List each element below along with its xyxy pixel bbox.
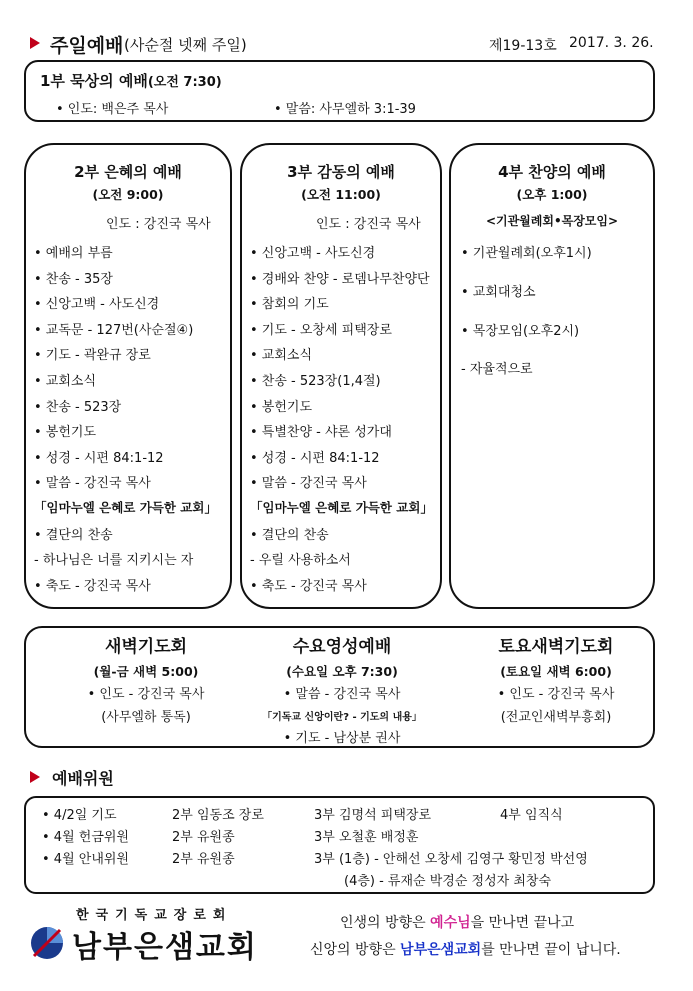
dawn-prayer-title: 새벽기도회 [104,637,188,657]
service2-item: • 찬송 - 523장 [34,399,122,415]
motto-line-2-end: 를 만나면 끝이 납니다. [481,942,621,958]
service2-leader: 인도 : 강진국 목사 [106,217,211,232]
staff-cell: 3부 김명석 피택장로 [314,808,431,823]
staff-box [24,796,655,894]
motto-highlight-church: 남부은샘교회 [400,942,482,958]
service3-item: • 결단의 찬송 [250,527,329,543]
page-title: 주일예배 [50,35,124,57]
service3-item: • 봉헌기도 [250,399,313,415]
meetings-box [24,626,655,748]
service2-box [24,143,232,609]
staff-cell: 4부 임직식 [500,808,563,823]
service2-item: • 찬송 - 35장 [34,271,113,287]
staff-bullet-icon [30,771,40,783]
service2-item: • 교독문 - 127번(사순절④) [34,322,194,338]
service4-box [449,143,655,609]
staff-cell: • 4월 헌금위원 [42,830,129,845]
dawn-prayer-leader: • 인도 - 강진국 목사 [87,687,205,702]
service2-item: • 말씀 - 강진국 목사 [34,476,151,492]
service3-item: • 찬송 - 523장(1,4절) [250,374,381,389]
service4-item: • 교회대청소 [461,285,536,300]
service3-item: • 참회의 기도 [250,297,329,313]
church-logo-icon [30,926,64,960]
church-logo [30,926,64,960]
issue-date: 2017. 3. 26. [569,35,654,51]
service3-item: • 신앙고백 - 사도신경 [250,246,376,261]
saturday-prayer-title: 토요새벽기도회 [498,637,614,657]
service4-time: (오후 1:00) [516,187,588,202]
motto-line-1-end: 을 만나면 끝나고 [470,915,575,931]
staff-cell: 3부 오철훈 배정훈 [314,830,419,845]
motto-highlight-jesus: 예수님 [430,915,471,931]
motto-line-1-start: 인생의 방향은 [340,915,431,931]
motto-line-1 [340,912,574,932]
service2-time: (오전 9:00) [92,187,164,202]
wednesday-service-time: (수요일 오후 7:30) [286,664,398,679]
service3-item: 「임마누엘 은혜로 가득한 교회」 [250,500,433,515]
service3-item: • 말씀 - 강진국 목사 [250,476,367,492]
service3-item: • 교회소식 [250,348,313,364]
staff-heading: 예배위원 [52,769,114,788]
service2-item: • 결단의 찬송 [34,527,113,543]
saturday-prayer-time: (토요일 새벽 6:00) [500,664,612,679]
header-bullet-icon [30,37,40,49]
dawn-prayer-time: (월-금 새벽 5:00) [93,664,199,679]
service3-time: (오전 11:00) [301,187,381,202]
service1-box [24,60,655,122]
service4-subtitle: <기관월례회•목장모임> [485,214,619,228]
staff-cell: 3부 (1층) - 안해선 오창세 김영구 황민정 박선영 [314,852,588,867]
saturday-prayer-leader: • 인도 - 강진국 목사 [497,687,615,702]
service3-item: • 축도 - 강진국 목사 [250,578,367,594]
service4-item: - 자율적으로 [461,362,533,377]
staff-cell: • 4/2일 기도 [42,808,117,823]
service2-item: • 신앙고백 - 사도신경 [34,297,160,313]
staff-cell: • 4월 안내위원 [42,852,129,867]
staff-cell: 2부 유원종 [172,830,235,845]
service1-time: (오전 7:30) [147,75,222,90]
service1-heading [40,70,222,91]
service1-scripture: • 말씀: 사무엘하 3:1-39 [274,102,416,117]
service2-item: • 축도 - 강진국 목사 [34,578,151,594]
issue-number: 제19-13호 [489,38,557,54]
service3-item: • 성경 - 시편 84:1-12 [250,450,380,466]
wednesday-service-sermon-title: 「기독교 신앙이란? - 기도의 내용」 [262,712,422,723]
motto-line-2-start: 신앙의 방향은 [310,942,401,958]
wednesday-service-preacher: • 말씀 - 강진국 목사 [283,687,401,702]
service2-item: • 봉헌기도 [34,425,97,441]
church-name: 남부은샘교회 [72,930,258,965]
page-subtitle: (사순절 넷째 주일) [124,36,247,54]
service2-item: • 성경 - 시편 84:1-12 [34,450,164,466]
dawn-prayer-note: (사무엘하 통독) [101,710,191,725]
service3-leader: 인도 : 강진국 목사 [316,217,421,232]
service2-item: • 교회소식 [34,374,97,389]
service2-item: - 하나님은 너를 지키시는 자 [34,553,194,569]
service3-box [240,143,442,609]
motto-line-2 [310,939,621,959]
service1-title: 1부 묵상의 예배 [40,72,148,90]
service4-item: • 목장모임(오후2시) [461,324,580,339]
service3-item: • 특별찬양 - 샤론 성가대 [250,425,392,441]
service3-item: • 경배와 찬양 - 로뎀나무찬양단 [250,271,430,287]
service4-title: 4부 찬양의 예배 [498,163,606,181]
staff-cell: 2부 임동조 장로 [172,808,264,823]
service3-item: • 기도 - 오창세 피택장로 [250,322,392,338]
service3-item: - 우릴 사용하소서 [250,553,351,569]
service4-item: • 기관월례회(오후1시) [461,246,592,261]
wednesday-service-prayer: • 기도 - 남상분 권사 [283,731,401,746]
service2-item: 「임마누엘 은혜로 가득한 교회」 [34,500,217,515]
service2-title: 2부 은혜의 예배 [74,163,182,181]
service3-title: 3부 감동의 예배 [287,163,395,181]
service2-item: • 예배의 부름 [34,246,113,261]
service2-item: • 기도 - 곽완규 장로 [34,348,151,364]
wednesday-service-title: 수요영성예배 [292,637,392,657]
service1-leader: • 인도: 백은주 목사 [56,102,169,117]
denomination-name: 한국기독교장로회 [76,908,233,923]
staff-cell: 2부 유원종 [172,852,235,867]
staff-cell: (4층) - 류재순 박경순 정성자 최창숙 [344,874,552,889]
saturday-prayer-note: (전교인새벽부흥회) [500,710,612,725]
